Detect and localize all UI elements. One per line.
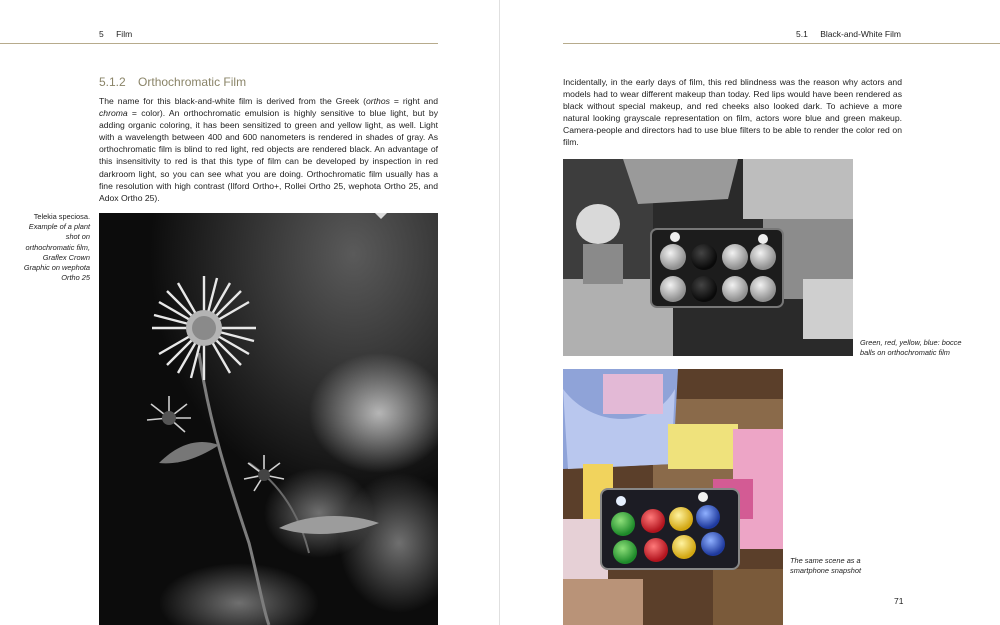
paragraph-text-3: = color). An orthochromatic emulsion is highly sensitive to blue light, but by adding organic coloring, it has been sensitized to green and yellow light, as well. Light with a wavelength between 400 and 600 nanometers is rendered in shades of gray. As orthochromatic film is blind to red light, red objects are rendered black. An advantage of this insensitivity to red is that this type of film can be developed by inspection in red darkroom light, so you can see what you are doing. Orthochromatic film usually has a fine resolution with high contrast (Ilford Ortho+, Rollei Ortho 25, wephota Ortho 25, and Adox Ortho 25). <box>99 108 438 203</box>
flower-photo-caption <box>22 212 90 283</box>
paragraph-text-2: = right and <box>389 96 438 106</box>
chapter-title: Film <box>116 29 133 39</box>
page-number: 71 <box>894 596 904 606</box>
section-heading <box>99 75 246 89</box>
color-photo-caption <box>790 556 880 576</box>
paragraph-emphasis-orthos: orthos <box>366 96 390 106</box>
running-head-left <box>99 29 132 39</box>
paragraph-text-1: The name for this black-and-white film is derived from the Greek ( <box>99 96 367 106</box>
section-title: Orthochromatic Film <box>138 75 247 89</box>
right-page <box>500 0 1000 625</box>
section-number: 5.1.2 <box>99 75 126 89</box>
caption-rest: Example of a plant shot on orthochromatic film, Graflex Crown Graphic on wephota Ortho 25 <box>23 222 90 283</box>
paragraph-emphasis-chroma: chroma <box>99 108 128 119</box>
flower-photo <box>99 213 438 625</box>
bw-photo-caption <box>860 338 970 358</box>
caption-lead: Telekia speciosa. <box>33 212 90 221</box>
bocce-color-photo <box>563 369 783 625</box>
color-caption-text: The same scene as a smartphone snapshot <box>790 556 862 576</box>
header-rule-right <box>563 43 1000 44</box>
chapter-number: 5 <box>99 29 104 39</box>
bocce-bw-photo <box>563 159 853 356</box>
running-section-number: 5.1 <box>796 29 808 39</box>
body-paragraph-right: Incidentally, in the early days of film, this red blindness was the reason why actors and models had to wear different makeup than today. Red lips would have been rendered as black without special makeup, and red cheeks also looked dark. To achieve a more natural looking grayscale representation on film, actors wore blue and green makeup. Camera-people and directors had to use blue filters to be able to render the color red on film. <box>563 77 902 148</box>
bw-caption-text: Green, red, yellow, blue: bocce balls on orthochromatic film <box>860 338 962 358</box>
running-head-right <box>796 29 901 39</box>
running-section-title: Black-and-White Film <box>820 29 901 39</box>
header-rule-left <box>0 43 438 44</box>
body-paragraph-left <box>99 95 438 204</box>
